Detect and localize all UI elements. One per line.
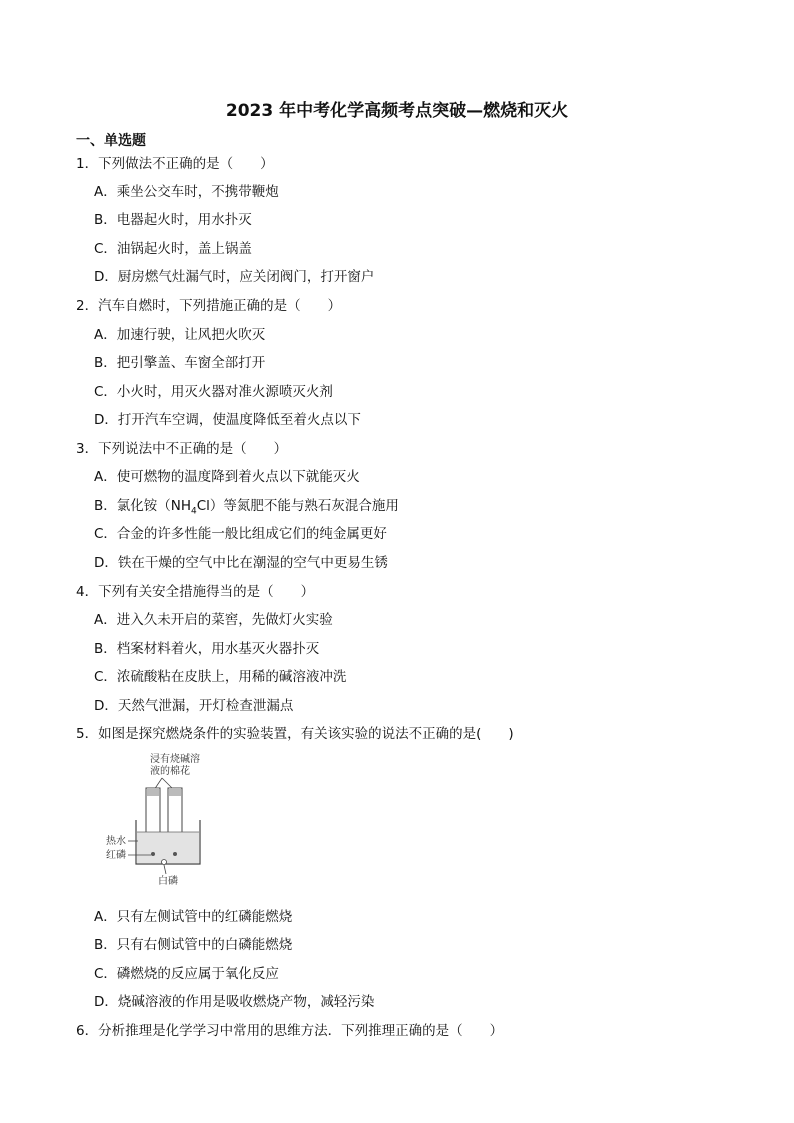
question-3-option-b-post: Cl）等氮肥不能与熟石灰混合施用 (196, 498, 399, 514)
combustion-apparatus-figure (102, 752, 222, 892)
question-4-stem: 4．下列有关安全措施得当的是（ ） (76, 584, 315, 600)
section-heading: 一、单选题 (76, 133, 146, 149)
question-1-option-d: D．厨房燃气灶漏气时，应关闭阀门，打开窗户 (94, 269, 375, 285)
question-5-option-c: C．磷燃烧的反应属于氧化反应 (94, 966, 279, 982)
white-phosphorus-tube (173, 852, 177, 856)
question-4-option-b: B．档案材料着火，用水基灭火器扑灭 (94, 641, 320, 657)
question-3-option-b (94, 494, 399, 517)
question-5-option-a: A．只有左侧试管中的红磷能燃烧 (94, 909, 293, 925)
question-1-option-c: C．油锅起火时，盖上锅盖 (94, 241, 252, 257)
question-5-option-d: D．烧碱溶液的作用是吸收燃烧产物，减轻污染 (94, 994, 375, 1010)
right-cotton-plug (169, 788, 181, 796)
question-1-option-a: A．乘坐公交车时，不携带鞭炮 (94, 184, 279, 200)
figure-label-cotton-1: 浸有烧碱溶 (150, 754, 200, 765)
question-5-stem: 5．如图是探究燃烧条件的实验装置，有关该实验的说法不正确的是( ) (76, 726, 514, 742)
figure-pointer-line (164, 865, 166, 874)
question-2-option-b: B．把引擎盖、车窗全部打开 (94, 355, 266, 371)
red-phosphorus (151, 852, 155, 856)
question-1-stem: 1．下列做法不正确的是（ ） (76, 156, 274, 172)
figure-label-white-phosphorus: 白磷 (158, 876, 178, 887)
question-2-option-a: A．加速行驶，让风把火吹灭 (94, 327, 266, 343)
figure-label-hot-water: 热水 (106, 836, 126, 847)
formula-subscript: 4 (191, 506, 197, 517)
question-5-option-b: B．只有右侧试管中的白磷能燃烧 (94, 937, 293, 953)
question-4-option-c: C．浓硫酸粘在皮肤上，用稀的碱溶液冲洗 (94, 669, 347, 685)
white-phosphorus-water (162, 860, 167, 865)
question-3-option-b-pre: B．氯化铵（NH (94, 498, 192, 514)
question-2-stem: 2．汽车自燃时，下列措施正确的是（ ） (76, 298, 342, 314)
question-3-option-d: D．铁在干燥的空气中比在潮湿的空气中更易生锈 (94, 555, 388, 571)
figure-label-cotton-2: 液的棉花 (150, 766, 190, 777)
question-3-option-a: A．使可燃物的温度降到着火点以下就能灭火 (94, 469, 360, 485)
question-4-option-d: D．天然气泄漏，开灯检查泄漏点 (94, 698, 294, 714)
figure-label-red-phosphorus: 红磷 (106, 850, 126, 861)
left-cotton-plug (147, 788, 159, 796)
question-2-option-c: C．小火时，用灭火器对准火源喷灭火剂 (94, 384, 333, 400)
question-3-option-c: C．合金的许多性能一般比组成它们的纯金属更好 (94, 526, 387, 542)
question-6-stem: 6．分析推理是化学学习中常用的思维方法．下列推理正确的是（ ） (76, 1023, 504, 1039)
question-3-stem: 3．下列说法中不正确的是（ ） (76, 441, 288, 457)
page-title: 2023 年中考化学高频考点突破—燃烧和灭火 (225, 101, 569, 121)
question-4-option-a: A．进入久未开启的菜窖，先做灯火实验 (94, 612, 333, 628)
hot-water (137, 832, 199, 863)
question-2-option-d: D．打开汽车空调，使温度降低至着火点以下 (94, 412, 361, 428)
question-1-option-b: B．电器起火时，用水扑灭 (94, 212, 252, 228)
